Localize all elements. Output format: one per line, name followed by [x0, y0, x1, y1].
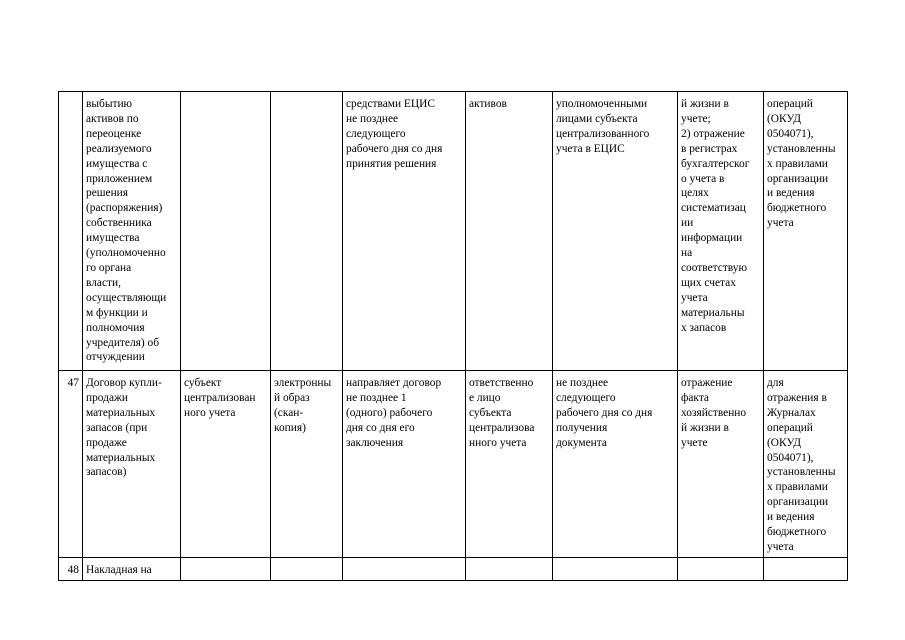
document-form-cell: электронны й образ (скан- копия)	[271, 371, 343, 558]
register-cell	[764, 558, 848, 581]
table-row	[59, 558, 848, 581]
table-row	[59, 371, 848, 558]
responsible-person-cell	[466, 558, 553, 581]
document-name-cell: выбытию активов по переоценке реализуемого имущества с приложением решения (распоряжения) собственника имущества (уполномоченно го органа власти, осуществляющи м функции и полномочия учредителя) об отчуждении	[83, 92, 181, 371]
accounting-action-cell: й жизни в учете; 2) отражение в регистрах бухгалтерског о учета в целях систематизац ии информации на соответствую щих счетах учета материальны х запасов	[678, 92, 764, 371]
responsible-person-cell: ответственно е лицо субъекта централизова нного учета	[466, 371, 553, 558]
document-name-cell: Договор купли- продажи материальных запасов (при продаже материальных запасов)	[83, 371, 181, 558]
creator-cell	[181, 92, 271, 371]
document-form-cell	[271, 558, 343, 581]
processing-terms-cell	[553, 558, 678, 581]
document-form-cell	[271, 92, 343, 371]
transfer-terms-cell: направляет договор не позднее 1 (одного) рабочего дня со дня его заключения	[343, 371, 466, 558]
document-table	[58, 91, 848, 581]
register-cell: операций (ОКУД 0504071), установленны х правилами организации и ведения бюджетного учета	[764, 92, 848, 371]
row-number-cell: 48	[59, 558, 83, 581]
transfer-terms-cell	[343, 558, 466, 581]
creator-cell	[181, 558, 271, 581]
creator-cell: субъект централизован ного учета	[181, 371, 271, 558]
row-number-cell: 47	[59, 371, 83, 558]
row-number-cell	[59, 92, 83, 371]
transfer-terms-cell: средствами ЕЦИС не позднее следующего рабочего дня со дня принятия решения	[343, 92, 466, 371]
accounting-action-cell	[678, 558, 764, 581]
accounting-action-cell: отражение факта хозяйственно й жизни в учете	[678, 371, 764, 558]
document-name-cell: Накладная на	[83, 558, 181, 581]
responsible-person-cell: активов	[466, 92, 553, 371]
register-cell: для отражения в Журналах операций (ОКУД 0504071), установленны х правилами организации и ведения бюджетного учета	[764, 371, 848, 558]
processing-terms-cell: не позднее следующего рабочего дня со дня получения документа	[553, 371, 678, 558]
table-row	[59, 92, 848, 371]
processing-terms-cell: уполномоченными лицами субъекта централизованного учета в ЕЦИС	[553, 92, 678, 371]
